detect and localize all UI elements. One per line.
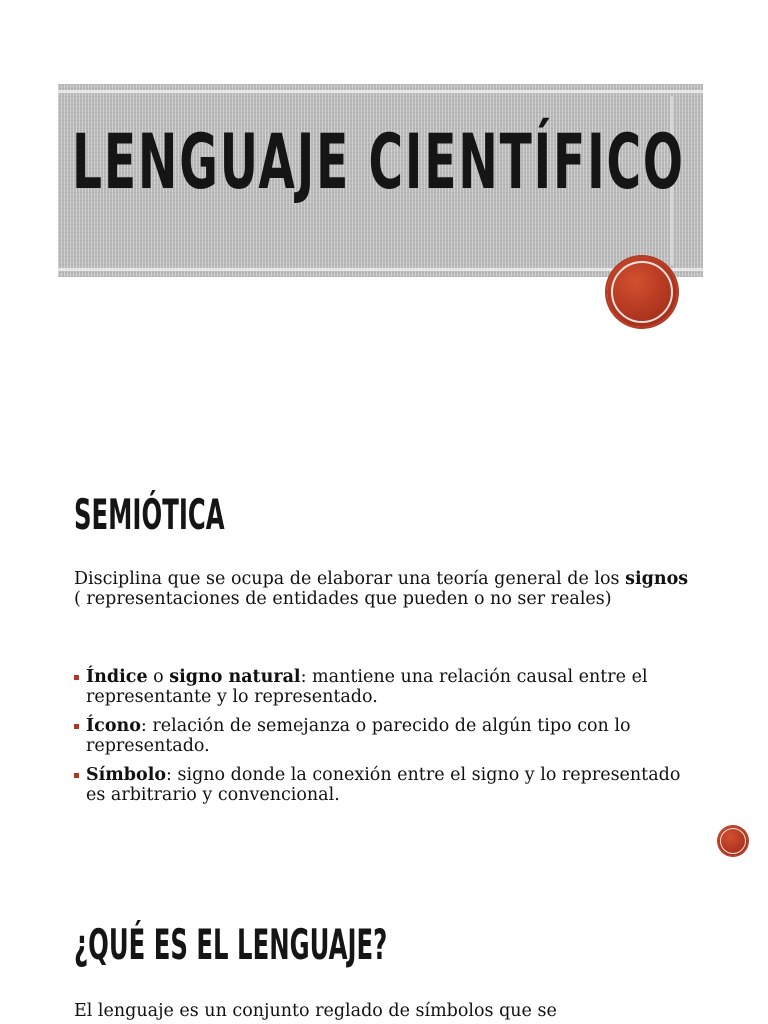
list-item-connector: o <box>147 667 170 687</box>
list-item-term-2: signo natural <box>169 667 301 687</box>
list-item-text: : relación de semejanza o parecido de algún tipo con lo representado. <box>86 716 631 756</box>
list-item-term: Índice <box>86 667 148 687</box>
title-banner <box>58 84 703 277</box>
list-item <box>74 765 694 805</box>
decorative-circle-icon <box>607 257 677 327</box>
list-item-term: Ícono <box>86 716 141 736</box>
list-item-text: : mantiene una relación causal entre el representante y lo representado. <box>86 667 648 707</box>
sign-types-list <box>74 667 694 814</box>
lenguaje-heading: ¿QUÉ ES EL LENGUAJE? <box>74 920 388 969</box>
list-item <box>74 716 694 756</box>
intro-bold-signos: signos <box>625 569 689 589</box>
semiotica-intro <box>74 569 694 609</box>
intro-text-1: Disciplina que se ocupa de elaborar una teoría general de los <box>74 569 626 589</box>
semiotica-heading: SEMIÓTICA <box>74 490 225 539</box>
list-item-term: Símbolo <box>86 765 167 785</box>
slide-title <box>0 0 768 400</box>
decorative-circle-icon <box>718 826 748 856</box>
list-item <box>74 667 694 707</box>
slide-title-text: LENGUAJE CIENTÍFICO <box>72 117 685 206</box>
intro-text-2: ( representaciones de entidades que pueden o no ser reales) <box>74 589 612 609</box>
list-item-text: : signo donde la conexión entre el signo y lo representado es arbitrario y convencional. <box>86 765 681 805</box>
lenguaje-definition: El lenguaje es un conjunto reglado de símbolos que se <box>74 1001 557 1021</box>
